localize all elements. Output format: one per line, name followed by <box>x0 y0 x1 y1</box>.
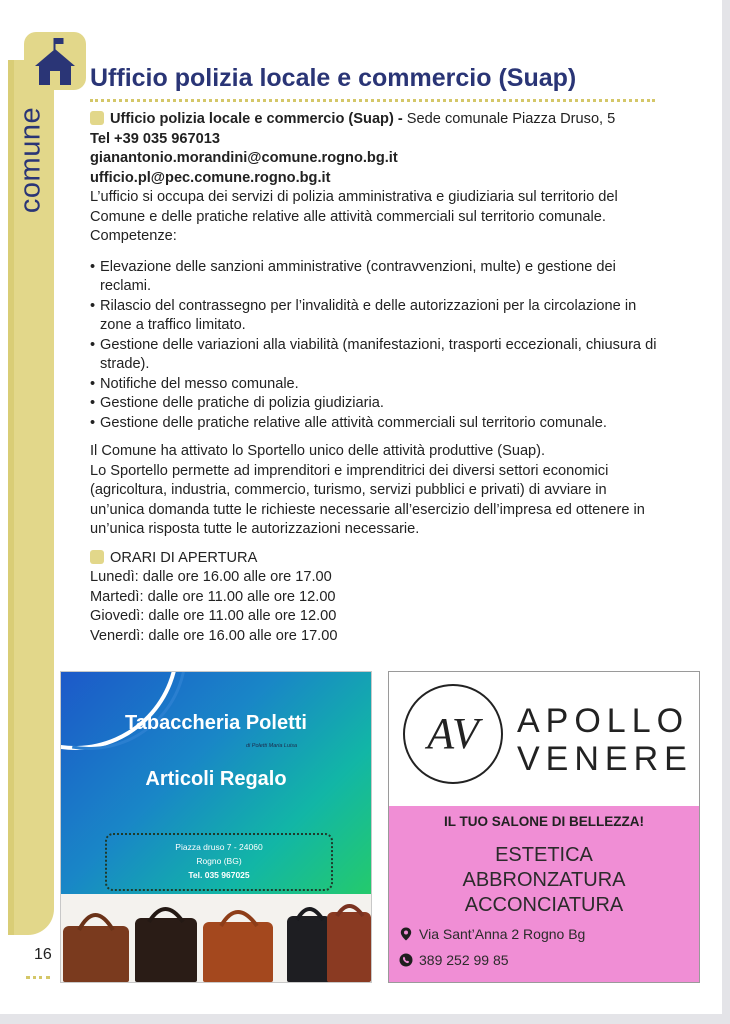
leather-bags-photo <box>61 894 371 982</box>
page-edge-bottom <box>0 1014 730 1024</box>
town-hall-icon <box>24 32 86 90</box>
list-item: • Gestione delle pratiche di polizia giudiziaria. <box>90 394 665 414</box>
bag-handles <box>61 894 371 982</box>
list-item: • Gestione delle pratiche relative alle attività commerciali sul territorio comunale. <box>90 414 665 434</box>
logo-monogram: AV <box>427 709 479 758</box>
office-heading <box>90 110 665 130</box>
service-item: ESTETICA <box>495 844 593 866</box>
ad-tabaccheria-address: Piazza druso 7 - 24060 <box>175 842 263 852</box>
list-item: • Rilascio del contrassegno per l’invalidità e delle autorizzazioni per la circolazione in zone a traffico limitato. <box>90 297 665 336</box>
brand-line-2: VENERE <box>517 740 693 778</box>
title-divider <box>90 99 655 102</box>
ad-apollo-info-panel <box>389 806 699 982</box>
competenze-label: Competenze: <box>90 228 177 244</box>
page-number: 16 <box>34 946 52 963</box>
opening-hours <box>90 549 665 647</box>
ad-tabaccheria-phone: Tel. 035 967025 <box>188 870 250 880</box>
office-location: Sede comunale Piazza Druso, 5 <box>402 111 616 127</box>
hours-row: Martedì: dalle ore 11.00 alle ore 12.00 <box>90 588 336 605</box>
office-email[interactable]: gianantonio.morandini@comune.rogno.bg.it <box>90 150 398 166</box>
suap-paragraph-2: Lo Sportello permette ad imprenditori e imprenditrici dei diversi settori economici (agricoltura, industria, commercio, turismo, servizi pubblici e privati) di avviare in un’unica domanda tutte le richieste necessarie all’esercizio dell’impresa ed ottenere in un’unica risposta tutte le autorizzazioni necessarie. <box>90 462 645 537</box>
ad-apollo-venere[interactable] <box>388 671 700 983</box>
office-pec-email[interactable]: ufficio.pl@pec.comune.rogno.bg.it <box>90 169 331 186</box>
ad-apollo-address <box>399 926 585 942</box>
bullet-square-icon <box>90 550 104 564</box>
hours-row: Giovedì: dalle ore 11.00 alle ore 12.00 <box>90 608 337 624</box>
page-edge-right <box>722 0 730 1024</box>
ad-tabaccheria-address-box <box>105 833 333 891</box>
hours-row: Venerdì: dalle ore 16.00 alle ore 17.00 <box>90 627 338 644</box>
office-name: Ufficio polizia locale e commercio (Suap) - <box>110 111 403 127</box>
address-text: Via Sant’Anna 2 Rogno Bg <box>419 926 586 942</box>
ad-tabaccheria[interactable] <box>60 671 372 983</box>
slogan: IL TUO SALONE DI BELLEZZA! <box>444 814 644 829</box>
list-item: • Elevazione delle sanzioni amministrative (contravvenzioni, multe) e gestione dei reclami. <box>90 258 665 297</box>
page-title: Ufficio polizia locale e commercio (Suap) <box>90 64 577 92</box>
hours-row: Lunedì: dalle ore 16.00 alle ore 17.00 <box>90 569 332 585</box>
ad-apollo-phone[interactable] <box>399 952 509 968</box>
side-tab-label: comune <box>14 106 47 214</box>
bullet-square-icon <box>90 111 104 125</box>
hours-label: ORARI DI APERTURA <box>110 549 258 566</box>
ad-tabaccheria-city: Rogno (BG) <box>196 856 242 866</box>
service-item: ACCONCIATURA <box>464 894 624 916</box>
list-item: • Gestione delle variazioni alla viabilità (manifestazioni, trasporti eccezionali, chiusura di strade). <box>90 336 665 375</box>
list-item: • Notifiche del messo comunale. <box>90 375 665 395</box>
hours-heading <box>90 549 665 569</box>
ad-tabaccheria-tagline: Articoli Regalo <box>145 768 287 790</box>
suap-paragraph-1: Il Comune ha attivato lo Sportello unico delle attività produttive (Suap). <box>90 443 546 459</box>
apollo-venere-logo <box>403 684 503 784</box>
brand-line-1: APOLLO <box>517 702 690 740</box>
page-number-divider <box>26 976 50 979</box>
service-item: ABBRONZATURA <box>462 869 626 891</box>
map-pin-icon <box>399 927 413 941</box>
competenze-list <box>90 258 665 434</box>
ad-tabaccheria-owner: di Poletti Maria Luisa <box>246 743 298 749</box>
office-phone[interactable]: Tel +39 035 967013 <box>90 130 220 147</box>
phone-text: 389 252 99 85 <box>419 952 509 968</box>
ad-tabaccheria-name: Tabaccheria Poletti <box>125 712 307 734</box>
office-description: L’ufficio si occupa dei servizi di polizia amministrativa e giudiziaria sul territorio del Comune e delle pratiche relative alle attività commerciali sul territorio comunale. <box>90 189 618 225</box>
office-info <box>90 110 665 646</box>
whatsapp-icon <box>399 953 413 967</box>
